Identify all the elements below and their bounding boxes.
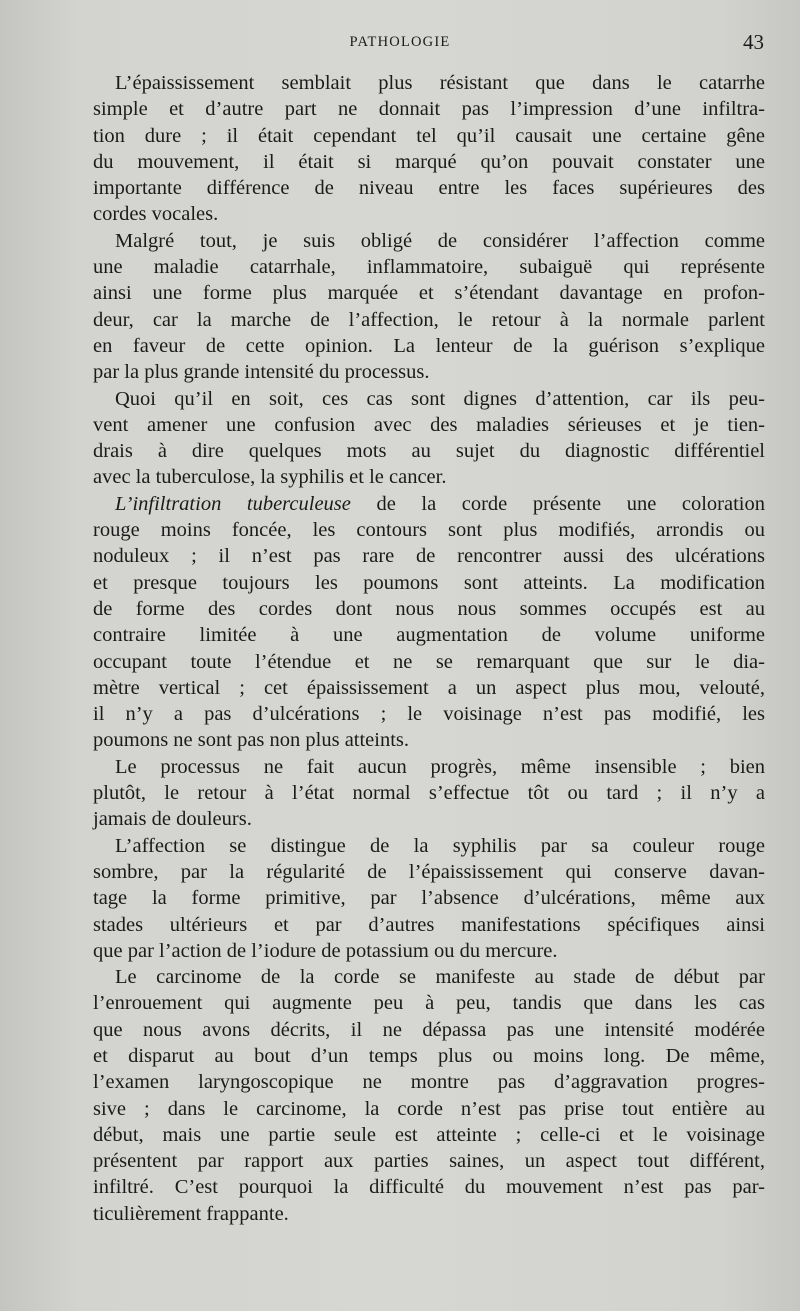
text-line: ainsi une forme plus marquée et s’étendant davantage en profon- xyxy=(93,282,765,305)
text-line: contraire limitée à une augmentation de volume uniforme xyxy=(93,624,765,647)
text-line: stades ultérieurs et par d’autres manifestations spécifiques ainsi xyxy=(93,913,765,936)
text-line: deur, car la marche de l’affection, le retour à la normale parlent xyxy=(93,308,765,331)
text-line: que par l’action de l’iodure de potassium ou du mercure. xyxy=(93,939,558,962)
text-line: début, mais une partie seule est atteinte ; celle-ci et le voisinage xyxy=(93,1123,765,1146)
text-line: occupant toute l’étendue et ne se remarquant que sur le dia- xyxy=(93,650,765,673)
text-line: Quoi qu’il en soit, ces cas sont dignes d’attention, car ils peu- xyxy=(115,387,765,410)
text-line: sombre, par la régularité de l’épaississement qui conserve davan- xyxy=(93,860,765,883)
text-line: poumons ne sont pas non plus atteints. xyxy=(93,729,410,752)
text-line: que nous avons décrits, il ne dépassa pas une intensité modérée xyxy=(93,1018,765,1041)
text-line: et presque toujours les poumons sont atteints. La modification xyxy=(93,571,765,594)
italic-term: L’infiltration tuberculeuse xyxy=(115,492,351,515)
body-text xyxy=(93,70,765,1227)
text-line: de forme des cordes dont nous nous sommes occupés est au xyxy=(93,597,765,620)
text-line: et disparut au bout d’un temps plus ou moins long. De même, xyxy=(93,1044,765,1067)
text-line xyxy=(93,491,765,517)
text-line: ticulièrement frappante. xyxy=(93,1202,289,1225)
text-line: vent amener une confusion avec des maladies sérieuses et je tien- xyxy=(93,413,765,436)
text-line: en faveur de cette opinion. La lenteur de la guérison s’explique xyxy=(93,334,765,357)
text-line: mètre vertical ; cet épaississement a un aspect plus mou, velouté, xyxy=(93,676,765,699)
text-line: importante différence de niveau entre les faces supérieures des xyxy=(93,177,765,200)
text-line: L’épaississement semblait plus résistant que dans le catarrhe xyxy=(115,72,765,94)
text-line: Le processus ne fait aucun progrès, même insensible ; bien xyxy=(115,755,765,778)
page-header xyxy=(0,30,800,54)
text-line: cordes vocales. xyxy=(93,203,219,226)
text-line: tage la forme primitive, par l’absence d’ulcérations, même aux xyxy=(93,887,765,910)
text-line: Le carcinome de la corde se manifeste au stade de début par xyxy=(115,966,765,989)
text-line: une maladie catarrhale, inflammatoire, subaiguë qui représente xyxy=(93,256,765,279)
text-line: avec la tuberculose, la syphilis et le cancer. xyxy=(93,466,447,489)
text-line: infiltré. C’est pourquoi la difficulté du mouvement n’est pas par- xyxy=(93,1176,765,1199)
text-line: du mouvement, il était si marqué qu’on pouvait constater une xyxy=(93,150,765,173)
text-line: plutôt, le retour à l’état normal s’effectue tôt ou tard ; il n’y a xyxy=(93,782,765,805)
text-line: l’examen laryngoscopique ne montre pas d’aggravation progres- xyxy=(93,1071,765,1094)
text-line: il n’y a pas d’ulcérations ; le voisinage n’est pas modifié, les xyxy=(93,703,765,726)
page-number: 43 xyxy=(743,30,764,54)
text-line: par la plus grande intensité du processus. xyxy=(93,361,430,384)
text-line: drais à dire quelques mots au sujet du diagnostic différentiel xyxy=(93,440,765,463)
running-title: PATHOLOGIE xyxy=(349,34,451,50)
text-line: L’affection se distingue de la syphilis par sa couleur rouge xyxy=(115,834,765,857)
text-line-rest: de la corde présente une coloration xyxy=(350,492,765,515)
text-line: tion dure ; il était cependant tel qu’il causait une certaine gêne xyxy=(93,124,765,147)
text-line: l’enrouement qui augmente peu à peu, tandis que dans les cas xyxy=(93,992,765,1015)
text-line: jamais de douleurs. xyxy=(93,808,252,831)
text-line: simple et d’autre part ne donnait pas l’impression d’une infiltra- xyxy=(93,98,765,121)
text-line: présentent par rapport aux parties saines, un aspect tout différent, xyxy=(93,1150,765,1173)
text-line: rouge moins foncée, les contours sont plus modifiés, arrondis ou xyxy=(93,519,765,542)
text-line: sive ; dans le carcinome, la corde n’est pas prise tout entière au xyxy=(93,1097,765,1120)
text-line: Malgré tout, je suis obligé de considérer l’affection comme xyxy=(115,229,765,252)
text-line: noduleux ; il n’est pas rare de rencontrer aussi des ulcérations xyxy=(93,545,765,568)
